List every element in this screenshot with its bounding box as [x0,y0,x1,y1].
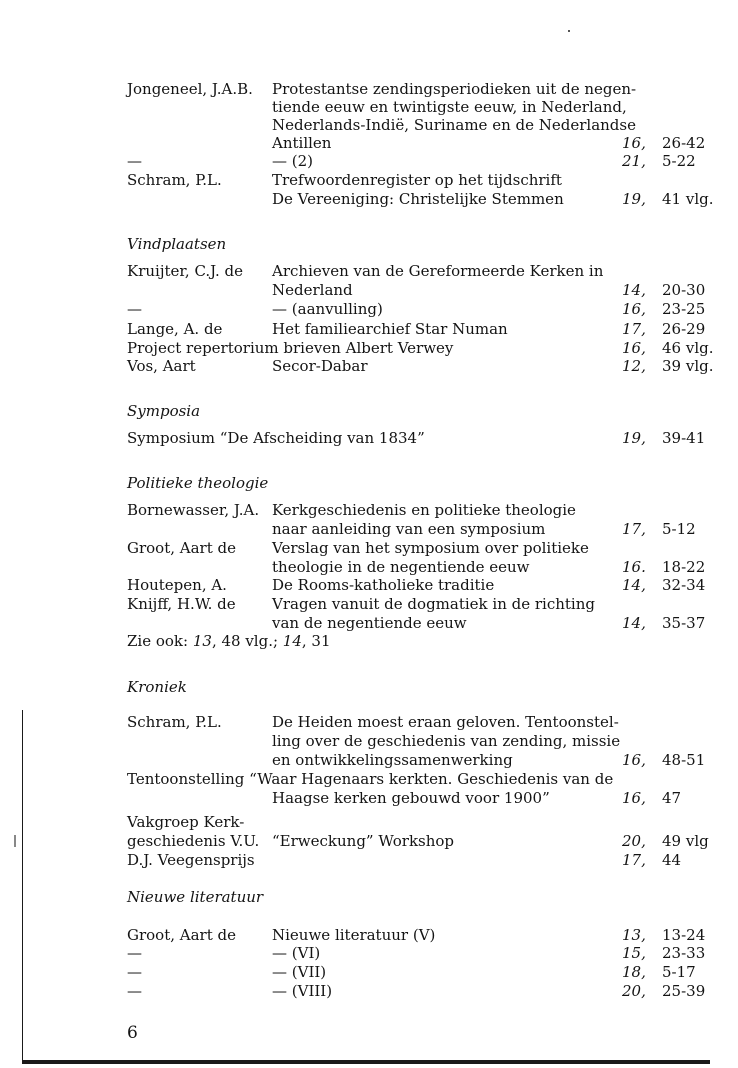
entry-author: Vos, Aart [127,357,196,375]
entry-author: Bornewasser, J.A. [127,501,260,519]
entry-title-line: tiende eeuw en twintigste eeuw, in Nederland, [272,98,627,116]
entry-volume: 16, [622,789,646,807]
entry-title-line: Verslag van het symposium over politieke [272,539,589,557]
frame-left-rule [22,710,23,1060]
entry-pages: 23-25 [662,300,706,318]
entry-title-line: Antillen [272,134,332,152]
entry-title-line: — (VIII) [272,982,333,1000]
entry-author: Knijff, H.W. de [127,595,236,613]
entry-author: — [127,944,142,962]
entry-author: Lange, A. de [127,320,223,338]
entry-volume: 16. [622,558,646,576]
entry-volume: 18, [622,963,646,981]
entry-volume: 12, [622,357,646,375]
see-also-volume: 14 [282,632,302,650]
entry-author: — [127,963,142,981]
entry-volume: 16, [622,751,646,769]
entry-author: Schram, P.L. [127,713,222,731]
entry-title-line: — (2) [272,152,314,170]
entry-title-line: Nieuwe literatuur (V) [272,926,436,944]
entry-volume: 17, [622,320,646,338]
entry-title-line: Nederland [272,281,353,299]
entry-title-line: Het familiearchief Star Numan [272,320,508,338]
entry-pages: 35-37 [662,614,706,632]
entry-volume: 19, [622,190,646,208]
entry-title-line: Protestantse zendingsperiodieken uit de negen- [272,80,637,98]
entry-volume: 19, [622,429,646,447]
entry-volume: 16, [622,300,646,318]
entry-volume: 13, [622,926,646,944]
entry-full-line: Tentoonstelling “Waar Hagenaars kerkten. Geschiedenis van de [127,770,614,788]
entry-volume: 16, [622,134,646,152]
entry-pages: 47 [662,789,682,807]
entry-volume: 17, [622,851,646,869]
entry-pages: 26-29 [662,320,706,338]
entry-pages: 5-22 [662,152,696,170]
section-heading: Politieke theologie [127,474,269,492]
entry-pages: 13-24 [662,926,706,944]
entry-title-line: Secor-Dabar [272,357,368,375]
entry-author: — [127,152,142,170]
entry-title-line: Nederlands-Indië, Suriname en de Nederlandse [272,116,636,134]
entry-author: — [127,982,142,1000]
entry-pages: 49 vlg [662,832,709,850]
entry-pages: 5-12 [662,520,696,538]
entry-volume: 14, [622,576,646,594]
entry-volume: 21, [622,152,646,170]
entry-volume: 20, [622,832,646,850]
entry-pages: 5-17 [662,963,696,981]
see-also-volume: 13 [192,632,212,650]
page-number: 6 [127,1023,138,1043]
margin-tick-mark [14,835,16,847]
entry-pages: 20-30 [662,281,706,299]
speck-mark [568,30,570,32]
entry-author: Groot, Aart de [127,539,236,557]
entry-title-line: De Rooms-katholieke traditie [272,576,495,594]
entry-title-line: Haagse kerken gebouwd voor 1900” [272,789,550,807]
entry-author: Jongeneel, J.A.B. [127,80,253,98]
entry-title-line: Kerkgeschiedenis en politieke theologie [272,501,576,519]
entry-title-line: van de negentiende eeuw [272,614,467,632]
entry-title-line: en ontwikkelingssamenwerking [272,751,513,769]
entry-author: Vakgroep Kerk- [127,813,245,831]
entry-pages: 25-39 [662,982,706,1000]
see-also-line [127,632,331,650]
entry-volume: 14, [622,281,646,299]
see-also-prefix: Zie ook: [127,632,193,650]
section-heading: Symposia [127,402,201,420]
entry-title-line: — (aanvulling) [272,300,383,318]
see-also-pages: , 48 vlg.; [211,632,283,650]
entry-author: Houtepen, A. [127,576,227,594]
entry-title-line: — (VII) [272,963,327,981]
entry-pages: 48-51 [662,751,706,769]
entry-volume: 20, [622,982,646,1000]
entry-volume: 17, [622,520,646,538]
entry-title-line: naar aanleiding van een symposium [272,520,546,538]
entry-author: D.J. Veegensprijs [127,851,255,869]
entry-title-line: “Erweckung” Workshop [272,832,455,850]
entry-pages: 26-42 [662,134,706,152]
entry-author: Schram, P.L. [127,171,222,189]
entry-author: geschiedenis V.U. [127,832,260,850]
entry-volume: 14, [622,614,646,632]
entry-pages: 41 vlg. [662,190,714,208]
entry-author: Kruijter, C.J. de [127,262,244,280]
entry-volume: 16, [622,339,646,357]
entry-pages: 23-33 [662,944,706,962]
entry-pages: 32-34 [662,576,706,594]
entry-volume: 15, [622,944,646,962]
entry-pages: 39 vlg. [662,357,714,375]
entry-title-line: theologie in de negentiende eeuw [272,558,530,576]
entry-full-line: Symposium “De Afscheiding van 1834” [127,429,425,447]
entry-full-line: Project repertorium brieven Albert Verwey [127,339,454,357]
see-also-pages: , 31 [301,632,331,650]
entry-pages: 39-41 [662,429,706,447]
entry-title-line: De Heiden moest eraan geloven. Tentoonstel- [272,713,619,731]
entry-title-line: — (VI) [272,944,321,962]
entry-pages: 18-22 [662,558,706,576]
entry-title-line: Vragen vanuit de dogmatiek in de richting [272,595,595,613]
section-heading: Vindplaatsen [127,235,227,253]
entry-title-line: Archieven van de Gereformeerde Kerken in [272,262,604,280]
frame-bottom-rule [22,1060,710,1064]
section-heading: Nieuwe literatuur [127,888,264,906]
section-heading: Kroniek [127,678,187,696]
entry-author: Groot, Aart de [127,926,236,944]
entry-title-line: De Vereeniging: Christelijke Stemmen [272,190,564,208]
entry-pages: 46 vlg. [662,339,714,357]
entry-title-line: ling over de geschiedenis van zending, missie [272,732,621,750]
entry-title-line: Trefwoordenregister op het tijdschrift [272,171,562,189]
entry-author: — [127,300,142,318]
entry-pages: 44 [662,851,682,869]
